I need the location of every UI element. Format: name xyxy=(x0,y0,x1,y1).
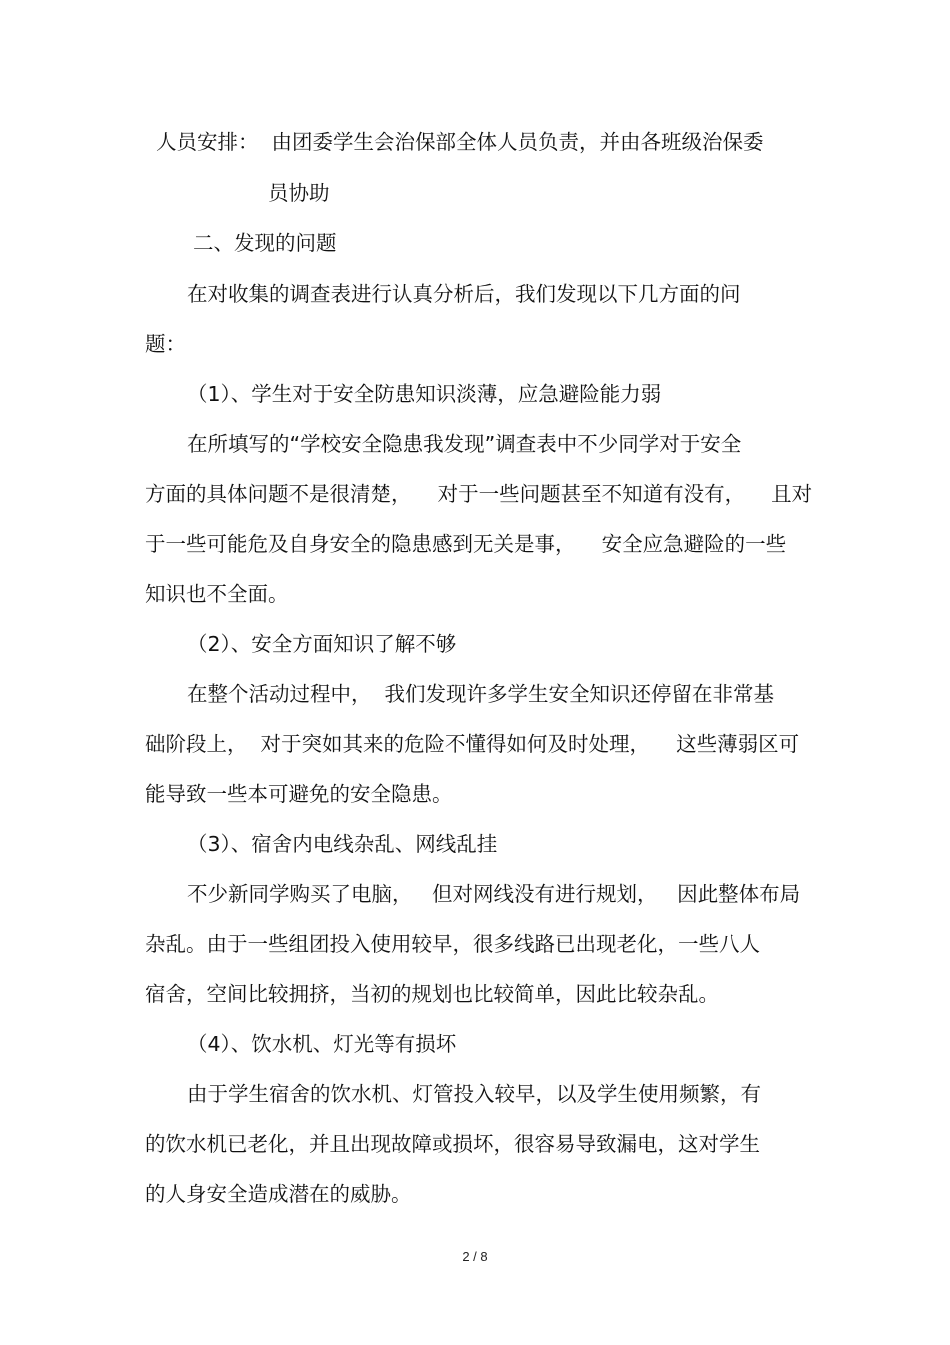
body-text-line: 的饮水机已老化，并且出现故障或损坏，很容易导致漏电，这对学生 xyxy=(145,1132,760,1156)
subheading-item-1: （1）、学生对于安全防患知识淡薄，应急避险能力弱 xyxy=(187,382,662,406)
body-text-line: 能导致一些本可避免的安全隐患。 xyxy=(145,782,453,806)
staff-arrangement-continuation: 员协助 xyxy=(268,181,330,205)
body-text-line: 于一些可能危及自身安全的隐患感到无关是事， 安全应急避险的一些 xyxy=(145,532,787,556)
body-text-line: 不少新同学购买了电脑， 但对网线没有进行规划， 因此整体布局 xyxy=(187,882,801,906)
body-text-line: 杂乱。由于一些组团投入使用较早，很多线路已出现老化，一些八人 xyxy=(145,932,760,956)
body-text-line: 方面的具体问题不是很清楚， 对于一些问题甚至不知道有没有， 且对 xyxy=(145,482,813,506)
body-text-line: 在整个活动过程中， 我们发现许多学生安全知识还停留在非常基 xyxy=(187,682,775,706)
page-number: 2 / 8 xyxy=(462,1249,488,1264)
body-text-line: 在对收集的调查表进行认真分析后，我们发现以下几方面的问 xyxy=(187,282,741,306)
body-text-line: 题： xyxy=(145,332,186,356)
body-text-line: 的人身安全造成潜在的威胁。 xyxy=(145,1182,412,1206)
subheading-item-4: （4）、饮水机、灯光等有损坏 xyxy=(187,1032,457,1056)
subheading-item-2: （2）、安全方面知识了解不够 xyxy=(187,632,457,656)
body-text-line: 础阶段上， 对于突如其来的危险不懂得如何及时处理， 这些薄弱区可 xyxy=(145,732,800,756)
body-text-line: 知识也不全面。 xyxy=(145,582,289,606)
section-heading-problems: 二、发现的问题 xyxy=(193,231,337,255)
body-text-line: 由于学生宿舍的饮水机、灯管投入较早，以及学生使用频繁，有 xyxy=(187,1082,761,1106)
staff-arrangement-line: 人员安排： 由团委学生会治保部全体人员负责，并由各班级治保委 xyxy=(156,130,764,154)
subheading-item-3: （3）、宿舍内电线杂乱、网线乱挂 xyxy=(187,832,498,856)
body-text-line: 在所填写的“学校安全隐患我发现”调查表中不少同学对于安全 xyxy=(187,432,742,456)
body-text-line: 宿舍，空间比较拥挤，当初的规划也比较简单，因此比较杂乱。 xyxy=(145,982,719,1006)
